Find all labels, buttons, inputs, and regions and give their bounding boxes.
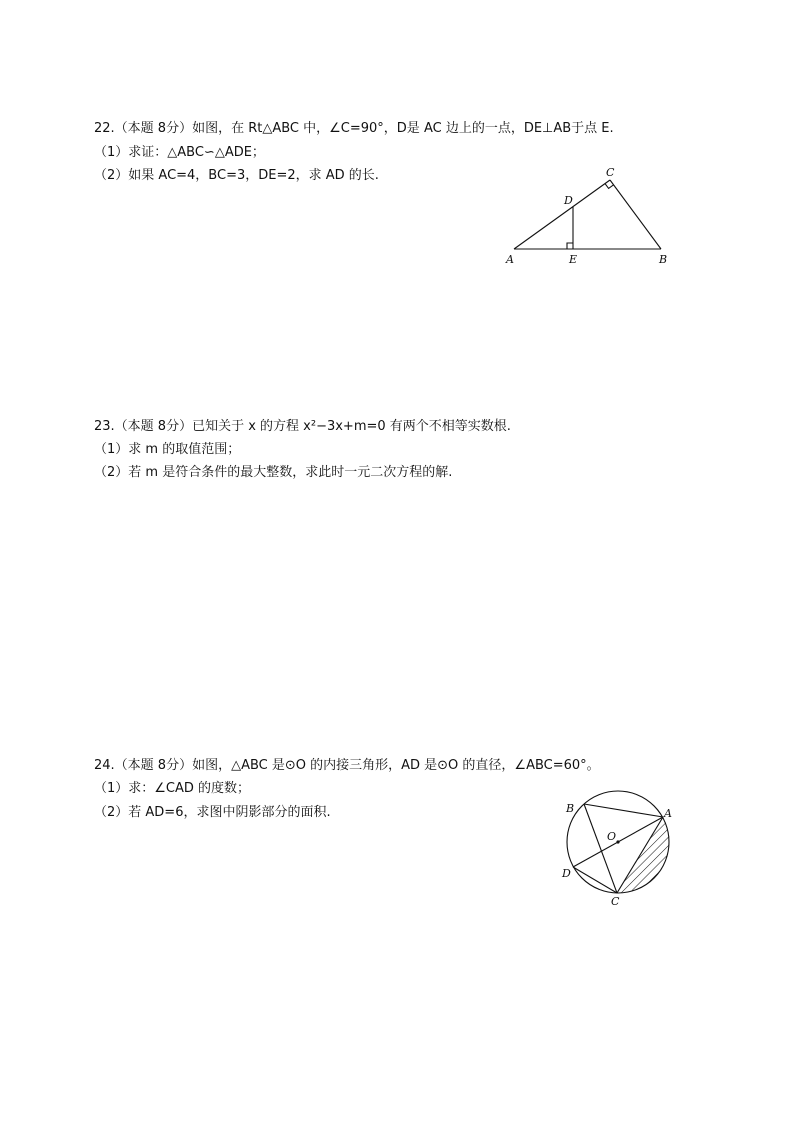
label-e: E xyxy=(569,253,578,266)
label-o: O xyxy=(607,830,617,843)
label-a: A xyxy=(664,807,672,820)
label-a: A xyxy=(506,253,514,266)
problem-22-part-1: （1）求证：△ABC∽△ADE； xyxy=(94,145,265,160)
right-angle-mark-e xyxy=(567,243,573,249)
label-d: D xyxy=(562,867,571,880)
problem-24-part-2: （2）若 AD=6，求图中阴影部分的面积. xyxy=(94,805,331,820)
label-b: B xyxy=(659,253,668,266)
problem-23-part-2: （2）若 m 是符合条件的最大整数，求此时一元二次方程的解. xyxy=(94,465,453,480)
problem-24-part-1: （1）求：∠CAD 的度数； xyxy=(94,781,251,796)
problem-23-part-1: （1）求 m 的取值范围； xyxy=(94,442,241,457)
problem-23-statement: 23.（本题 8分）已知关于 x 的方程 x²−3x+m=0 有两个不相等实数根. xyxy=(94,419,511,434)
problem-22-triangle-figure xyxy=(500,160,680,270)
label-c: C xyxy=(606,166,615,179)
center-point-o xyxy=(616,840,619,843)
label-c: C xyxy=(611,895,620,908)
label-d: D xyxy=(564,194,573,207)
segment-ab xyxy=(584,804,663,817)
right-angle-mark-c xyxy=(605,184,614,189)
problem-24-statement: 24.（本题 8分）如图，△ABC 是⊙O 的内接三角形，AD 是⊙O 的直径，∠ABC=60°。 xyxy=(94,758,600,773)
problem-22-part-2: （2）如果 AC=4，BC=3，DE=2，求 AD 的长. xyxy=(94,168,379,183)
problem-24-circle-figure xyxy=(556,788,676,908)
segment-ac xyxy=(514,180,610,249)
segment-bc xyxy=(610,180,661,249)
segment-dc xyxy=(573,867,617,893)
problem-22-statement: 22.（本题 8分）如图，在 Rt△ABC 中，∠C=90°，D是 AC 边上的一点，DE⊥AB于点 E. xyxy=(94,121,614,136)
segment-bc xyxy=(584,804,617,893)
label-b: B xyxy=(566,802,575,815)
